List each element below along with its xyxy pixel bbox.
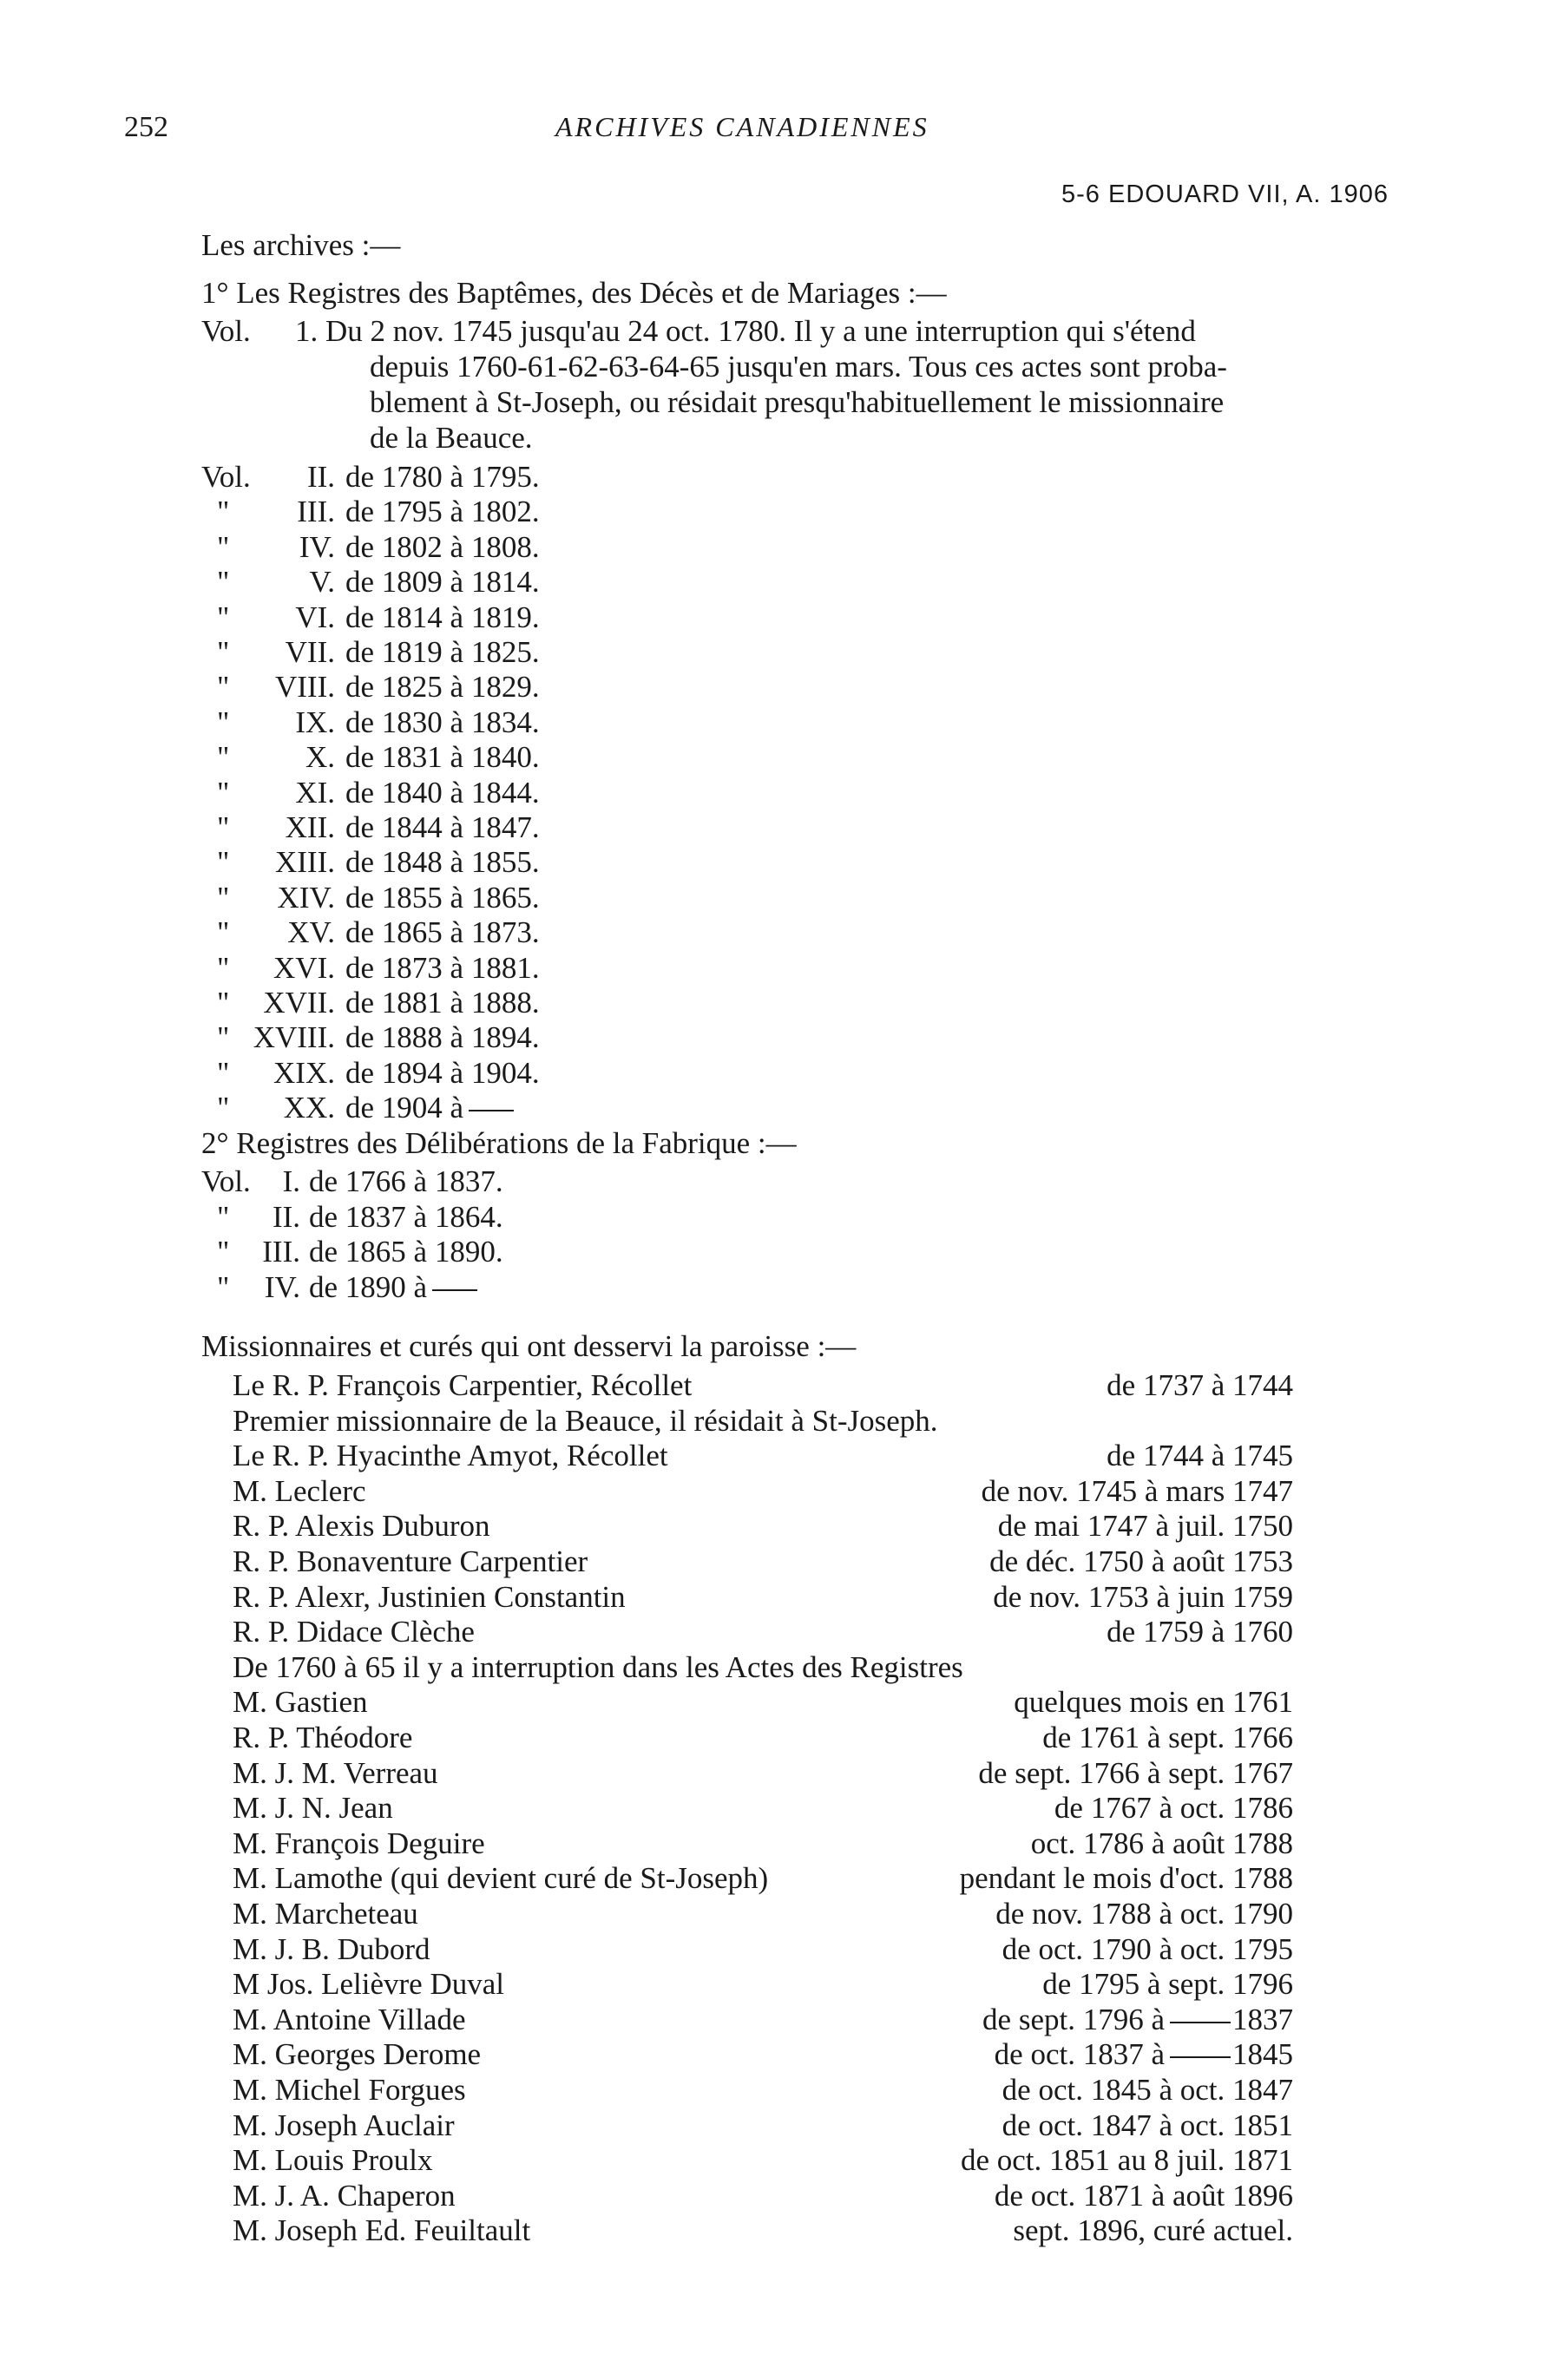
clergy-dates-text: de oct. 1871 à août 1896 — [994, 2179, 1293, 2213]
volume-number: II. — [306, 460, 335, 494]
volume-range: de 1865 à 1890. — [309, 1235, 503, 1269]
ditto-mark: " — [217, 986, 230, 1020]
clergy-name: M. Leclerc — [233, 1474, 366, 1508]
clergy-dates-text: de nov. 1753 à juin 1759 — [993, 1580, 1293, 1614]
volume-range: de 1819 à 1825. — [345, 635, 540, 669]
blank-line — [432, 1289, 477, 1291]
clergy-name: Le R. P. François Carpentier, Récollet — [233, 1368, 693, 1402]
volume-range: de 1865 à 1873. — [345, 915, 540, 949]
clergy-name: R. P. Alexis Duburon — [233, 1509, 490, 1543]
volume-number: VII. — [285, 635, 335, 669]
clergy-name: M. J. A. Chaperon — [233, 2179, 456, 2213]
clergy-note: De 1760 à 65 il y a interruption dans les Actes des Registres — [233, 1650, 963, 1684]
vol1-line: de la Beauce. — [370, 421, 533, 455]
clergy-name: M. Joseph Ed. Feuiltault — [233, 2213, 531, 2247]
volume-number: XIII. — [275, 845, 335, 879]
ditto-mark: " — [217, 810, 230, 844]
volume-range: de 1873 à 1881. — [345, 951, 540, 985]
clergy-note: Premier missionnaire de la Beauce, il résidait à St-Joseph. — [233, 1404, 938, 1438]
volume-range: de 1888 à 1894. — [345, 1020, 540, 1054]
section2-title: 2° Registres des Délibérations de la Fabrique :— — [201, 1126, 797, 1160]
ditto-mark: " — [217, 600, 230, 634]
clergy-dates-text: de 1761 à sept. 1766 — [1042, 1721, 1293, 1754]
ditto-mark: " — [217, 495, 230, 528]
volume-range: de 1802 à 1808. — [345, 530, 540, 564]
clergy-dates-text: de 1795 à sept. 1796 — [1042, 1967, 1293, 2001]
clergy-dates-text: de 1744 à 1745 — [1107, 1439, 1293, 1472]
volume-number: IV. — [299, 530, 335, 564]
volume-number: IV. — [264, 1270, 300, 1304]
clergy-name: M. J. N. Jean — [233, 1791, 393, 1825]
ditto-mark: " — [217, 1270, 230, 1304]
clergy-dates-text: de sept. 1796 à — [982, 2003, 1165, 2036]
ditto-mark: " — [217, 705, 230, 739]
volume-range: de 1848 à 1855. — [345, 845, 540, 879]
intro-line: Les archives :— — [201, 228, 401, 262]
vol-label: Vol. — [201, 1164, 251, 1198]
clergy-dates-text: de oct. 1837 à — [994, 2037, 1165, 2071]
clergy-name: M. Georges Derome — [233, 2037, 482, 2071]
volume-number: XVI. — [273, 951, 335, 985]
clergy-dates-text: de oct. 1847 à oct. 1851 — [1002, 2108, 1293, 2142]
ditto-mark: " — [217, 951, 230, 985]
clergy-dates — [982, 2003, 1293, 2037]
volume-range: de 1837 à 1864. — [309, 1200, 503, 1234]
clergy-name: M. Marcheteau — [233, 1897, 418, 1931]
clergy-name: R. P. Alexr, Justinien Constantin — [233, 1580, 626, 1614]
ditto-mark: " — [217, 1200, 230, 1234]
volume-number: X. — [305, 740, 335, 774]
volume-range: de 1809 à 1814. — [345, 565, 540, 599]
volume-range: de 1830 à 1834. — [345, 705, 540, 739]
clergy-dates — [1013, 2213, 1293, 2248]
clergy-dates — [960, 1861, 1293, 1896]
vol1-line: 1. Du 2 nov. 1745 jusqu'au 24 oct. 1780. Il y a une interruption qui s'étend — [295, 314, 1196, 348]
clergy-name: M. Joseph Auclair — [233, 2108, 455, 2142]
volume-range: de 1831 à 1840. — [345, 740, 540, 774]
clergy-dates — [993, 1580, 1293, 1615]
volume-range: de 1855 à 1865. — [345, 881, 540, 915]
volume-range: de 1844 à 1847. — [345, 810, 540, 844]
volume-number: XVII. — [263, 986, 335, 1020]
ditto-mark: " — [217, 915, 230, 949]
blank-line — [1170, 2022, 1231, 2023]
clergy-dates — [1002, 1932, 1293, 1967]
clergy-name: R. P. Théodore — [233, 1721, 413, 1754]
clergy-dates — [1002, 2073, 1293, 2108]
clergy-name: M. Michel Forgues — [233, 2073, 466, 2107]
vol1-line: depuis 1760-61-62-63-64-65 jusqu'en mars. Tous ces actes sont proba- — [370, 350, 1227, 384]
clergy-name: M. J. M. Verreau — [233, 1756, 438, 1790]
volume-range: de 1766 à 1837. — [309, 1164, 503, 1198]
clergy-name: M. J. B. Dubord — [233, 1932, 430, 1966]
clergy-name: M Jos. Lelièvre Duval — [233, 1967, 504, 2001]
ditto-mark: " — [217, 776, 230, 810]
volume-range: de 1795 à 1802. — [345, 495, 540, 528]
clergy-dates — [1002, 2108, 1293, 2143]
page-number: 252 — [124, 111, 168, 143]
ditto-mark: " — [217, 881, 230, 915]
volume-number: XV. — [287, 915, 335, 949]
vol1-label: Vol. — [201, 314, 251, 348]
clergy-dates — [1014, 1685, 1293, 1720]
clergy-dates-text: de nov. 1745 à mars 1747 — [981, 1474, 1293, 1508]
running-title: ARCHIVES CANADIENNES — [555, 111, 929, 142]
clergy-name: R. P. Bonaventure Carpentier — [233, 1544, 588, 1578]
clergy-dates-text: de nov. 1788 à oct. 1790 — [995, 1897, 1293, 1931]
clergy-dates — [978, 1756, 1293, 1791]
clergy-name: M. Antoine Villade — [233, 2003, 466, 2036]
volume-number: XII. — [285, 810, 335, 844]
clergy-name: M. Lamothe (qui devient curé de St-Joseph) — [233, 1861, 769, 1895]
ditto-mark: " — [217, 670, 230, 704]
section1-title: 1° Les Registres des Baptêmes, des Décès et de Mariages :— — [201, 276, 947, 310]
clergy-dates — [1042, 1721, 1293, 1755]
ditto-mark: " — [217, 740, 230, 774]
volume-number: III. — [262, 1235, 300, 1269]
volume-number: XVIII. — [253, 1020, 335, 1054]
clergy-dates — [961, 2143, 1293, 2178]
clergy-dates — [998, 1509, 1293, 1544]
volume-range: de 1894 à 1904. — [345, 1056, 540, 1090]
clergy-dates-text: de oct. 1790 à oct. 1795 — [1002, 1932, 1293, 1966]
clergy-dates-end: 1845 — [1232, 2037, 1293, 2071]
volume-number: XIV. — [277, 881, 335, 915]
volume-range: de 1904 à — [345, 1091, 514, 1125]
volume-number: V. — [309, 565, 335, 599]
ditto-mark: " — [217, 845, 230, 879]
clergy-dates — [995, 2037, 1293, 2072]
ditto-mark: " — [217, 1020, 230, 1054]
clergy-dates-text: de sept. 1766 à sept. 1767 — [978, 1756, 1293, 1790]
clergy-dates — [1042, 1967, 1293, 2002]
volume-range: de 1881 à 1888. — [345, 986, 540, 1020]
clergy-dates-text: de 1737 à 1744 — [1107, 1368, 1293, 1402]
volume-range: de 1780 à 1795. — [345, 460, 540, 494]
clergy-dates — [995, 1897, 1293, 1931]
clergy-name: Le R. P. Hyacinthe Amyot, Récollet — [233, 1439, 668, 1472]
clergy-dates — [982, 1474, 1293, 1509]
clergy-dates-text: de déc. 1750 à août 1753 — [989, 1544, 1293, 1578]
clergy-dates — [1107, 1368, 1293, 1403]
vol1-line: blement à St-Joseph, ou résidait presqu'habituellement le missionnaire — [370, 385, 1225, 419]
volume-range: de 1890 à — [309, 1270, 477, 1305]
clergy-dates-text: oct. 1786 à août 1788 — [1030, 1826, 1293, 1860]
volume-number: XIX. — [273, 1056, 335, 1090]
ditto-mark: " — [217, 635, 230, 669]
volume-range: de 1840 à 1844. — [345, 776, 540, 810]
section3-title: Missionnaires et curés qui ont desservi la paroisse :— — [201, 1329, 857, 1363]
volume-number: III. — [297, 495, 335, 528]
clergy-dates — [995, 2179, 1293, 2213]
volume-number: XI. — [295, 776, 335, 810]
clergy-name: M. Louis Proulx — [233, 2143, 433, 2177]
ditto-mark: " — [217, 530, 230, 564]
ditto-mark: " — [217, 1091, 230, 1124]
volume-number: VI. — [295, 600, 335, 634]
clergy-dates-text: de 1759 à 1760 — [1107, 1615, 1293, 1649]
clergy-dates — [1031, 1826, 1293, 1861]
volume-number: II. — [272, 1200, 300, 1234]
volume-number: IX. — [295, 705, 335, 739]
session-label: 5-6 EDOUARD VII, A. 1906 — [1061, 180, 1389, 208]
clergy-dates-text: pendant le mois d'oct. 1788 — [959, 1861, 1293, 1895]
clergy-dates-text: sept. 1896, curé actuel. — [1013, 2213, 1293, 2247]
clergy-dates-text: quelques mois en 1761 — [1014, 1685, 1293, 1719]
ditto-mark: " — [217, 565, 230, 599]
clergy-name: M. François Deguire — [233, 1826, 485, 1860]
clergy-dates-text: de oct. 1845 à oct. 1847 — [1002, 2073, 1293, 2107]
clergy-dates — [1107, 1439, 1293, 1473]
clergy-dates — [989, 1544, 1293, 1579]
clergy-dates-text: de 1767 à oct. 1786 — [1054, 1791, 1293, 1825]
blank-line — [1170, 2056, 1231, 2058]
volume-number: XX. — [283, 1091, 335, 1124]
volume-number: VIII. — [275, 670, 335, 704]
volume-range: de 1814 à 1819. — [345, 600, 540, 634]
blank-line — [469, 1110, 514, 1111]
volume-number: I. — [282, 1164, 300, 1198]
clergy-dates-text: de oct. 1851 au 8 juil. 1871 — [960, 2143, 1293, 2177]
clergy-dates-text: de mai 1747 à juil. 1750 — [997, 1509, 1293, 1543]
ditto-mark: " — [217, 1056, 230, 1090]
clergy-dates-end: 1837 — [1232, 2003, 1293, 2036]
clergy-name: R. P. Didace Clèche — [233, 1615, 475, 1649]
clergy-name: M. Gastien — [233, 1685, 368, 1719]
volume-range: de 1825 à 1829. — [345, 670, 540, 704]
clergy-dates — [1054, 1791, 1293, 1826]
vol-label: Vol. — [201, 460, 251, 494]
ditto-mark: " — [217, 1235, 230, 1269]
clergy-dates — [1107, 1615, 1293, 1649]
